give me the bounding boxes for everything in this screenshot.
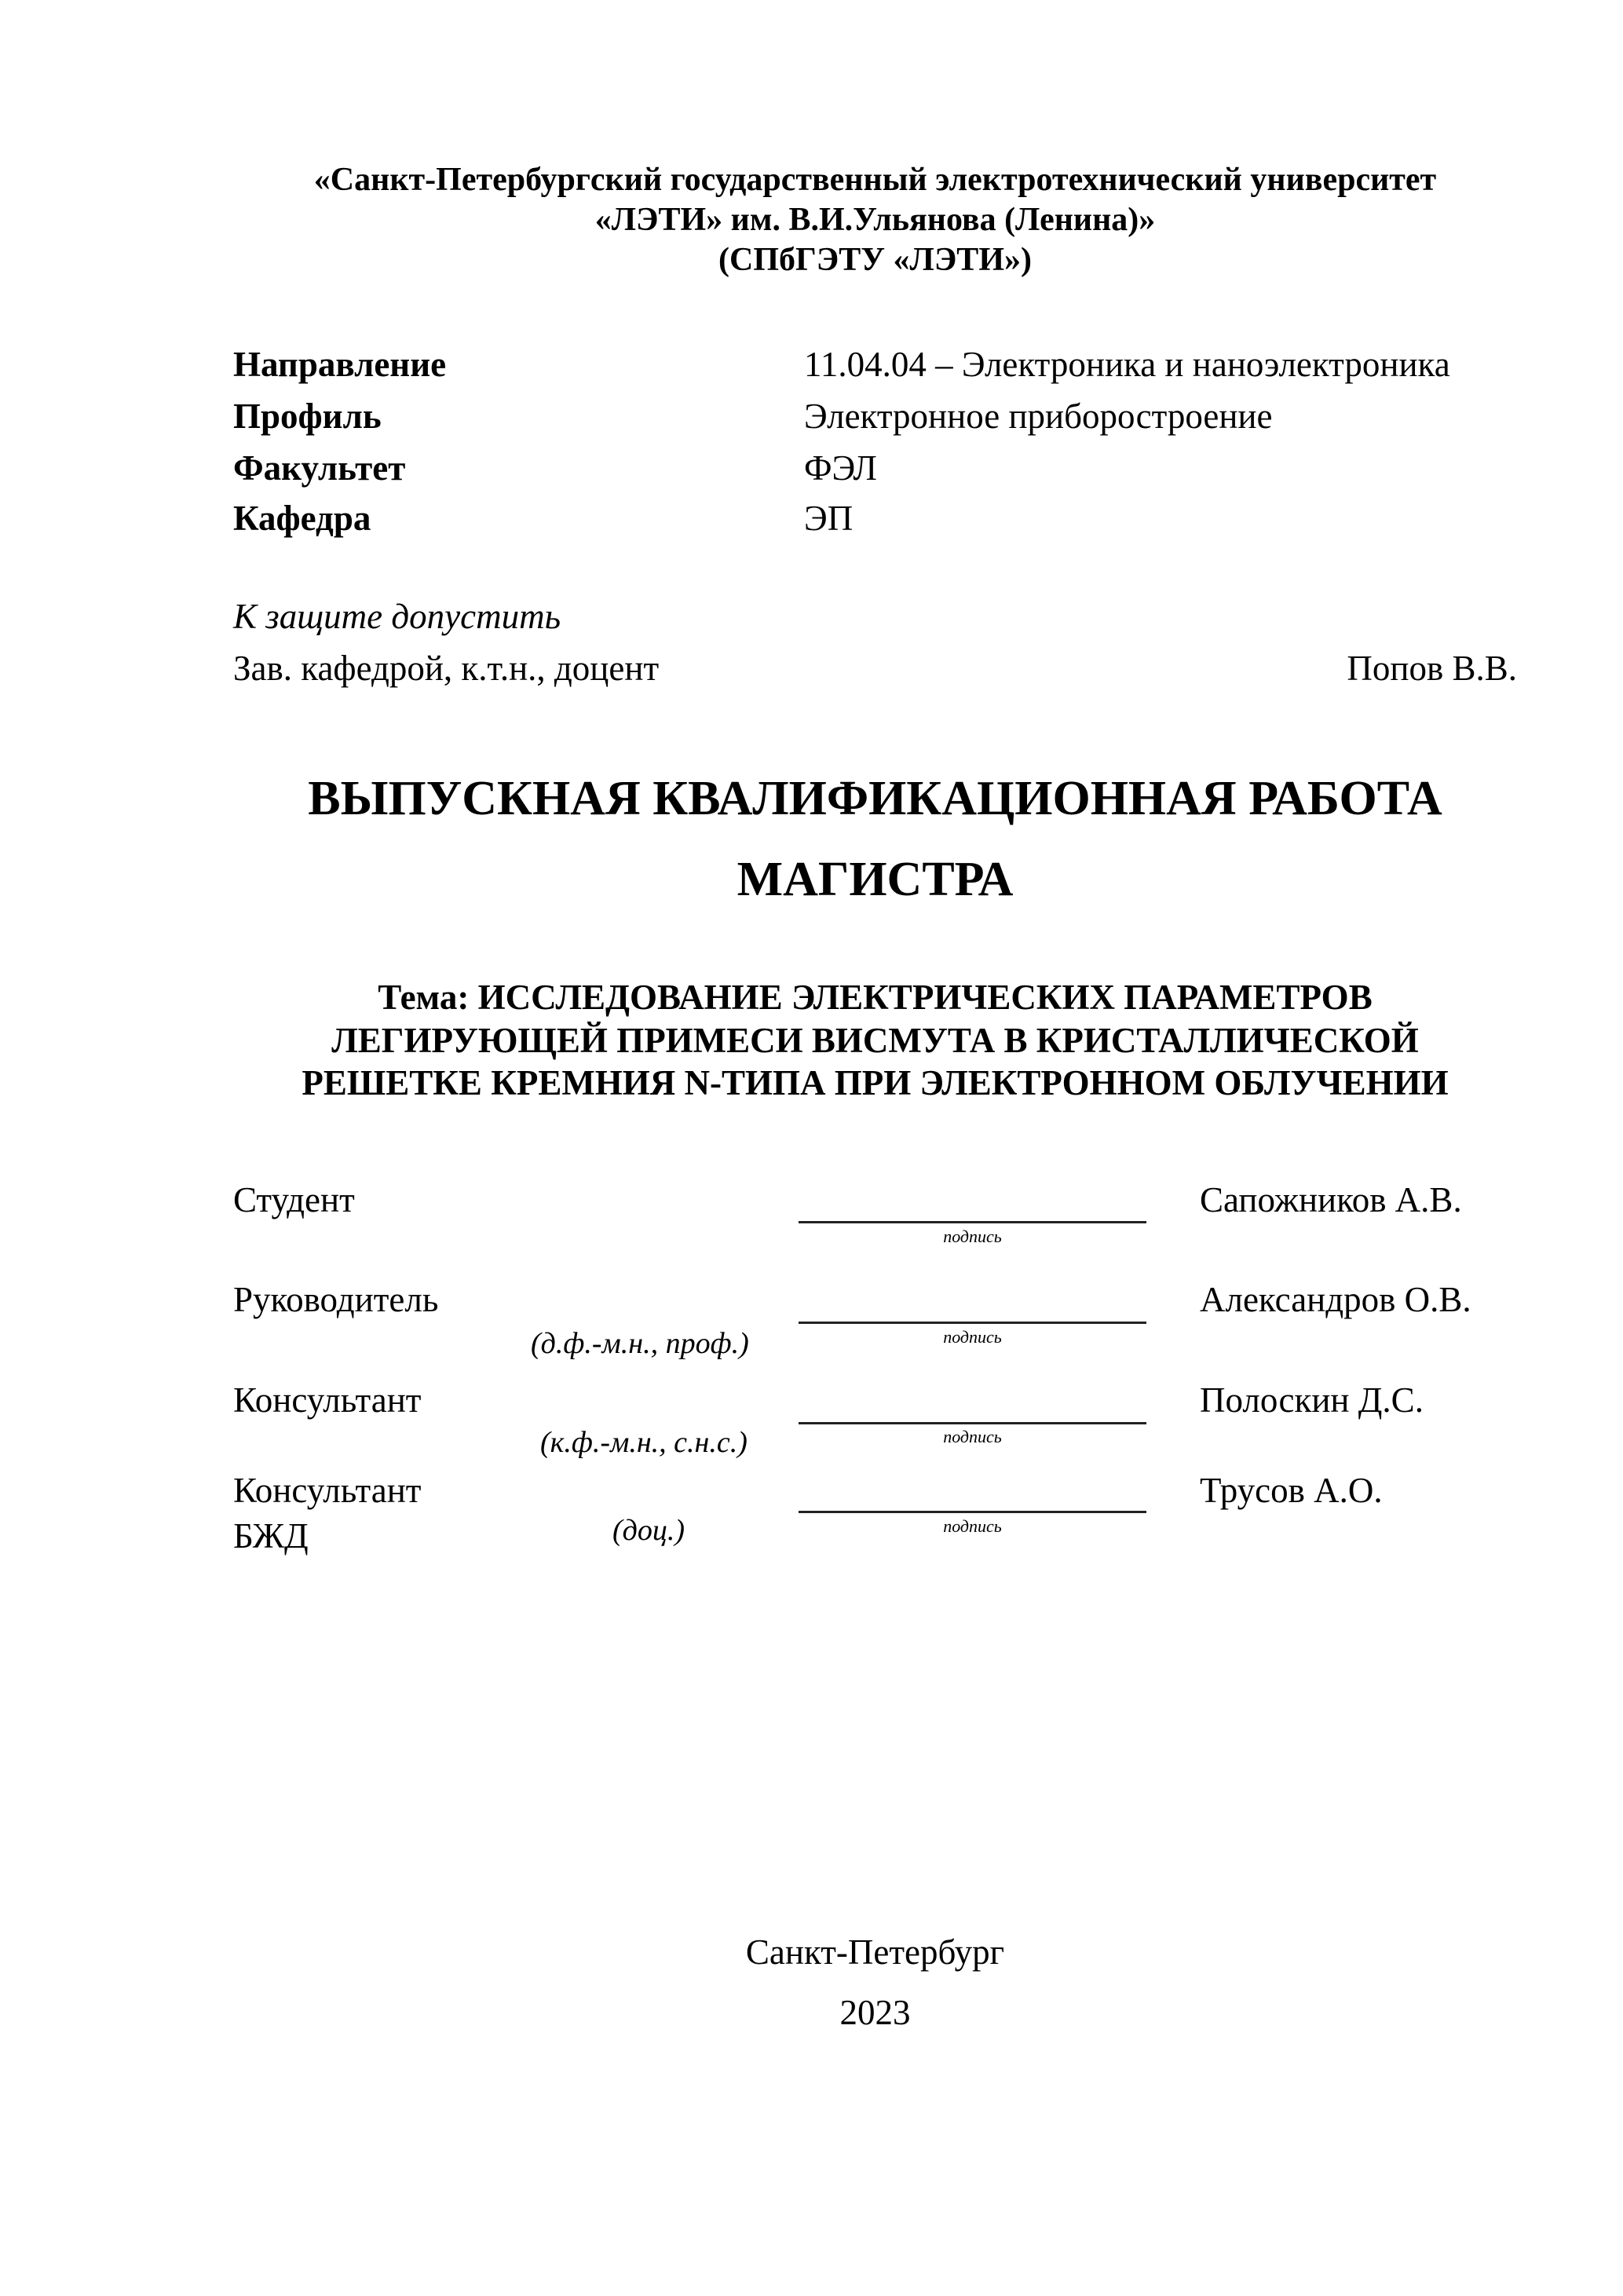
document-title-line2: МАГИСТРА xyxy=(737,853,1014,906)
info-value-direction: 11.04.04 – Электроника и наноэлектроника xyxy=(804,345,1450,384)
university-abbrev: (СПбГЭТУ «ЛЭТИ») xyxy=(718,242,1032,278)
signature-line xyxy=(799,1422,1146,1424)
signature-qualification-safety-consultant: (доц.) xyxy=(612,1514,685,1547)
topic-line3: РЕШЕТКЕ КРЕМНИЯ N-ТИПА ПРИ ЭЛЕКТРОННОМ ОБЛУЧЕНИИ xyxy=(302,1063,1449,1102)
signature-line xyxy=(799,1221,1146,1223)
university-name-line1: «Санкт-Петербургский государственный электротехнический университет xyxy=(313,162,1437,198)
info-label-department: Кафедра xyxy=(233,499,371,538)
signature-role-student: Студент xyxy=(233,1180,355,1219)
signature-caption: подпись xyxy=(943,1427,1002,1446)
signature-qualification-consultant: (к.ф.-м.н., с.н.с.) xyxy=(540,1426,748,1459)
signature-role-safety-consultant-line2: БЖД xyxy=(233,1516,309,1556)
topic-line2: ЛЕГИРУЮЩЕЙ ПРИМЕСИ ВИСМУТА В КРИСТАЛЛИЧЕСКОЙ xyxy=(331,1021,1419,1060)
signature-name-supervisor: Александров О.В. xyxy=(1200,1280,1471,1319)
signature-name-consultant: Полоскин Д.С. xyxy=(1200,1380,1424,1420)
signature-name-safety-consultant: Трусов А.О. xyxy=(1200,1471,1383,1510)
info-value-profile: Электронное приборостроение xyxy=(804,397,1273,436)
info-value-department: ЭП xyxy=(804,499,854,538)
info-label-faculty: Факультет xyxy=(233,448,406,488)
signature-role-supervisor: Руководитель xyxy=(233,1280,439,1319)
info-label-direction: Направление xyxy=(233,345,447,384)
signature-line xyxy=(799,1511,1146,1513)
approval-name: Попов В.В. xyxy=(1347,649,1517,688)
info-label-profile: Профиль xyxy=(233,397,382,436)
document-title-line1: ВЫПУСКНАЯ КВАЛИФИКАЦИОННАЯ РАБОТА xyxy=(308,772,1442,825)
signature-caption: подпись xyxy=(943,1516,1002,1536)
approval-heading: К защите допустить xyxy=(233,597,561,636)
signature-line xyxy=(799,1322,1146,1324)
signature-caption: подпись xyxy=(943,1327,1002,1347)
signature-role-safety-consultant: Консультант xyxy=(233,1471,422,1510)
signature-name-student: Сапожников А.В. xyxy=(1200,1180,1462,1219)
footer-city: Санкт-Петербург xyxy=(745,1932,1005,1972)
signature-caption: подпись xyxy=(943,1227,1002,1246)
signature-role-consultant: Консультант xyxy=(233,1380,422,1420)
footer-year: 2023 xyxy=(839,1993,911,2032)
approval-position: Зав. кафедрой, к.т.н., доцент xyxy=(233,649,660,688)
signature-qualification-supervisor: (д.ф.-м.н., проф.) xyxy=(531,1327,749,1360)
topic-line1: Тема: ИССЛЕДОВАНИЕ ЭЛЕКТРИЧЕСКИХ ПАРАМЕТРОВ xyxy=(378,978,1373,1017)
university-name-line2: «ЛЭТИ» им. В.И.Ульянова (Ленина)» xyxy=(594,202,1156,238)
info-value-faculty: ФЭЛ xyxy=(804,448,877,488)
